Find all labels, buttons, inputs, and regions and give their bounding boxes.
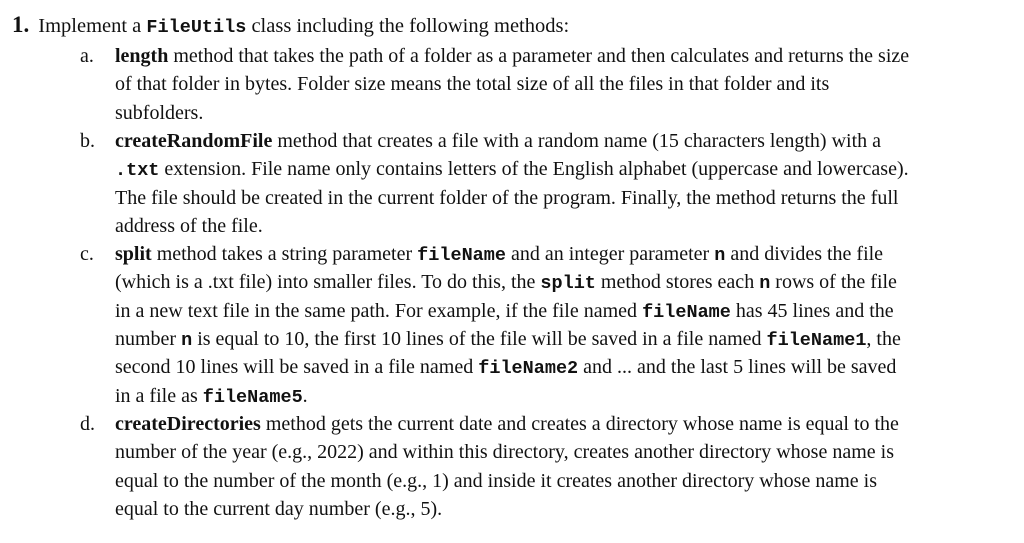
item-b-line-1: createRandomFile method that creates a file with a random name (15 characters length) with a xyxy=(115,130,882,152)
item-c-line-4: number n is equal to 10, the first 10 lines of the file will be saved in a file named fileName1, the xyxy=(115,327,901,351)
code-split: split xyxy=(540,273,596,295)
item-b-line-4: address of the file. xyxy=(115,214,263,237)
question-heading xyxy=(12,10,569,42)
item-b-line-3: The file should be created in the current folder of the program. Finally, the method returns the full xyxy=(115,186,899,209)
code-filename1: fileName1 xyxy=(766,329,867,351)
question-intro-before: Implement a xyxy=(38,15,147,37)
class-name-code: FileUtils xyxy=(146,17,247,38)
code-n: n xyxy=(714,245,726,266)
item-d-line-2: number of the year (e.g., 2022) and within this directory, creates another directory whose name is xyxy=(115,441,894,464)
item-c-line-5: second 10 lines will be saved in a file named fileName2 and ... and the last 5 lines will be saved xyxy=(115,356,897,380)
item-c-line-1: split method takes a string parameter fileName and an integer parameter n and divides the file xyxy=(115,243,884,266)
item-c-line-2: (which is a .txt file) into smaller files. To do this, the split method stores each n rows of the file xyxy=(115,271,897,295)
item-b-line-2: .txt extension. File name only contains letters of the English alphabet (uppercase and lowercase). xyxy=(115,158,909,182)
code-filename: fileName xyxy=(417,245,506,266)
item-marker-c: c. xyxy=(80,243,94,265)
item-a-line-3: subfolders. xyxy=(115,101,204,124)
code-n: n xyxy=(181,329,193,351)
code-n: n xyxy=(759,273,771,295)
code-filename5: fileName5 xyxy=(202,386,303,408)
item-d-line-1: createDirectories method gets the current date and creates a directory whose name is equal to the xyxy=(115,413,899,435)
code-filename: fileName xyxy=(642,301,731,323)
method-name-split: split xyxy=(115,243,152,265)
question-intro-after: class including the following methods: xyxy=(246,15,570,37)
method-name-create-directories: createDirectories xyxy=(115,413,261,435)
item-d-line-4: equal to the current day number (e.g., 5). xyxy=(115,497,443,520)
code-filename2: fileName2 xyxy=(478,358,579,380)
item-a-line-2: of that folder in bytes. Folder size means the total size of all the files in that folder and its xyxy=(115,73,830,96)
item-c-line-6: in a file as fileName5. xyxy=(115,384,308,408)
method-name-length: length xyxy=(115,45,169,67)
item-d-line-3: equal to the number of the month (e.g., 1) and inside it creates another directory whose name is xyxy=(115,469,877,492)
item-marker-b: b. xyxy=(80,130,95,152)
method-name-create-random-file: createRandomFile xyxy=(115,130,273,152)
question-number: 1. xyxy=(12,12,30,37)
item-marker-a: a. xyxy=(80,45,94,67)
item-c-line-3: in a new text file in the same path. For example, if the file named fileName has 45 lines and the xyxy=(115,299,894,323)
item-a-line-1: length method that takes the path of a folder as a parameter and then calculates and returns the size xyxy=(115,45,910,67)
item-marker-d: d. xyxy=(80,413,95,435)
txt-extension-code: .txt xyxy=(115,160,160,182)
